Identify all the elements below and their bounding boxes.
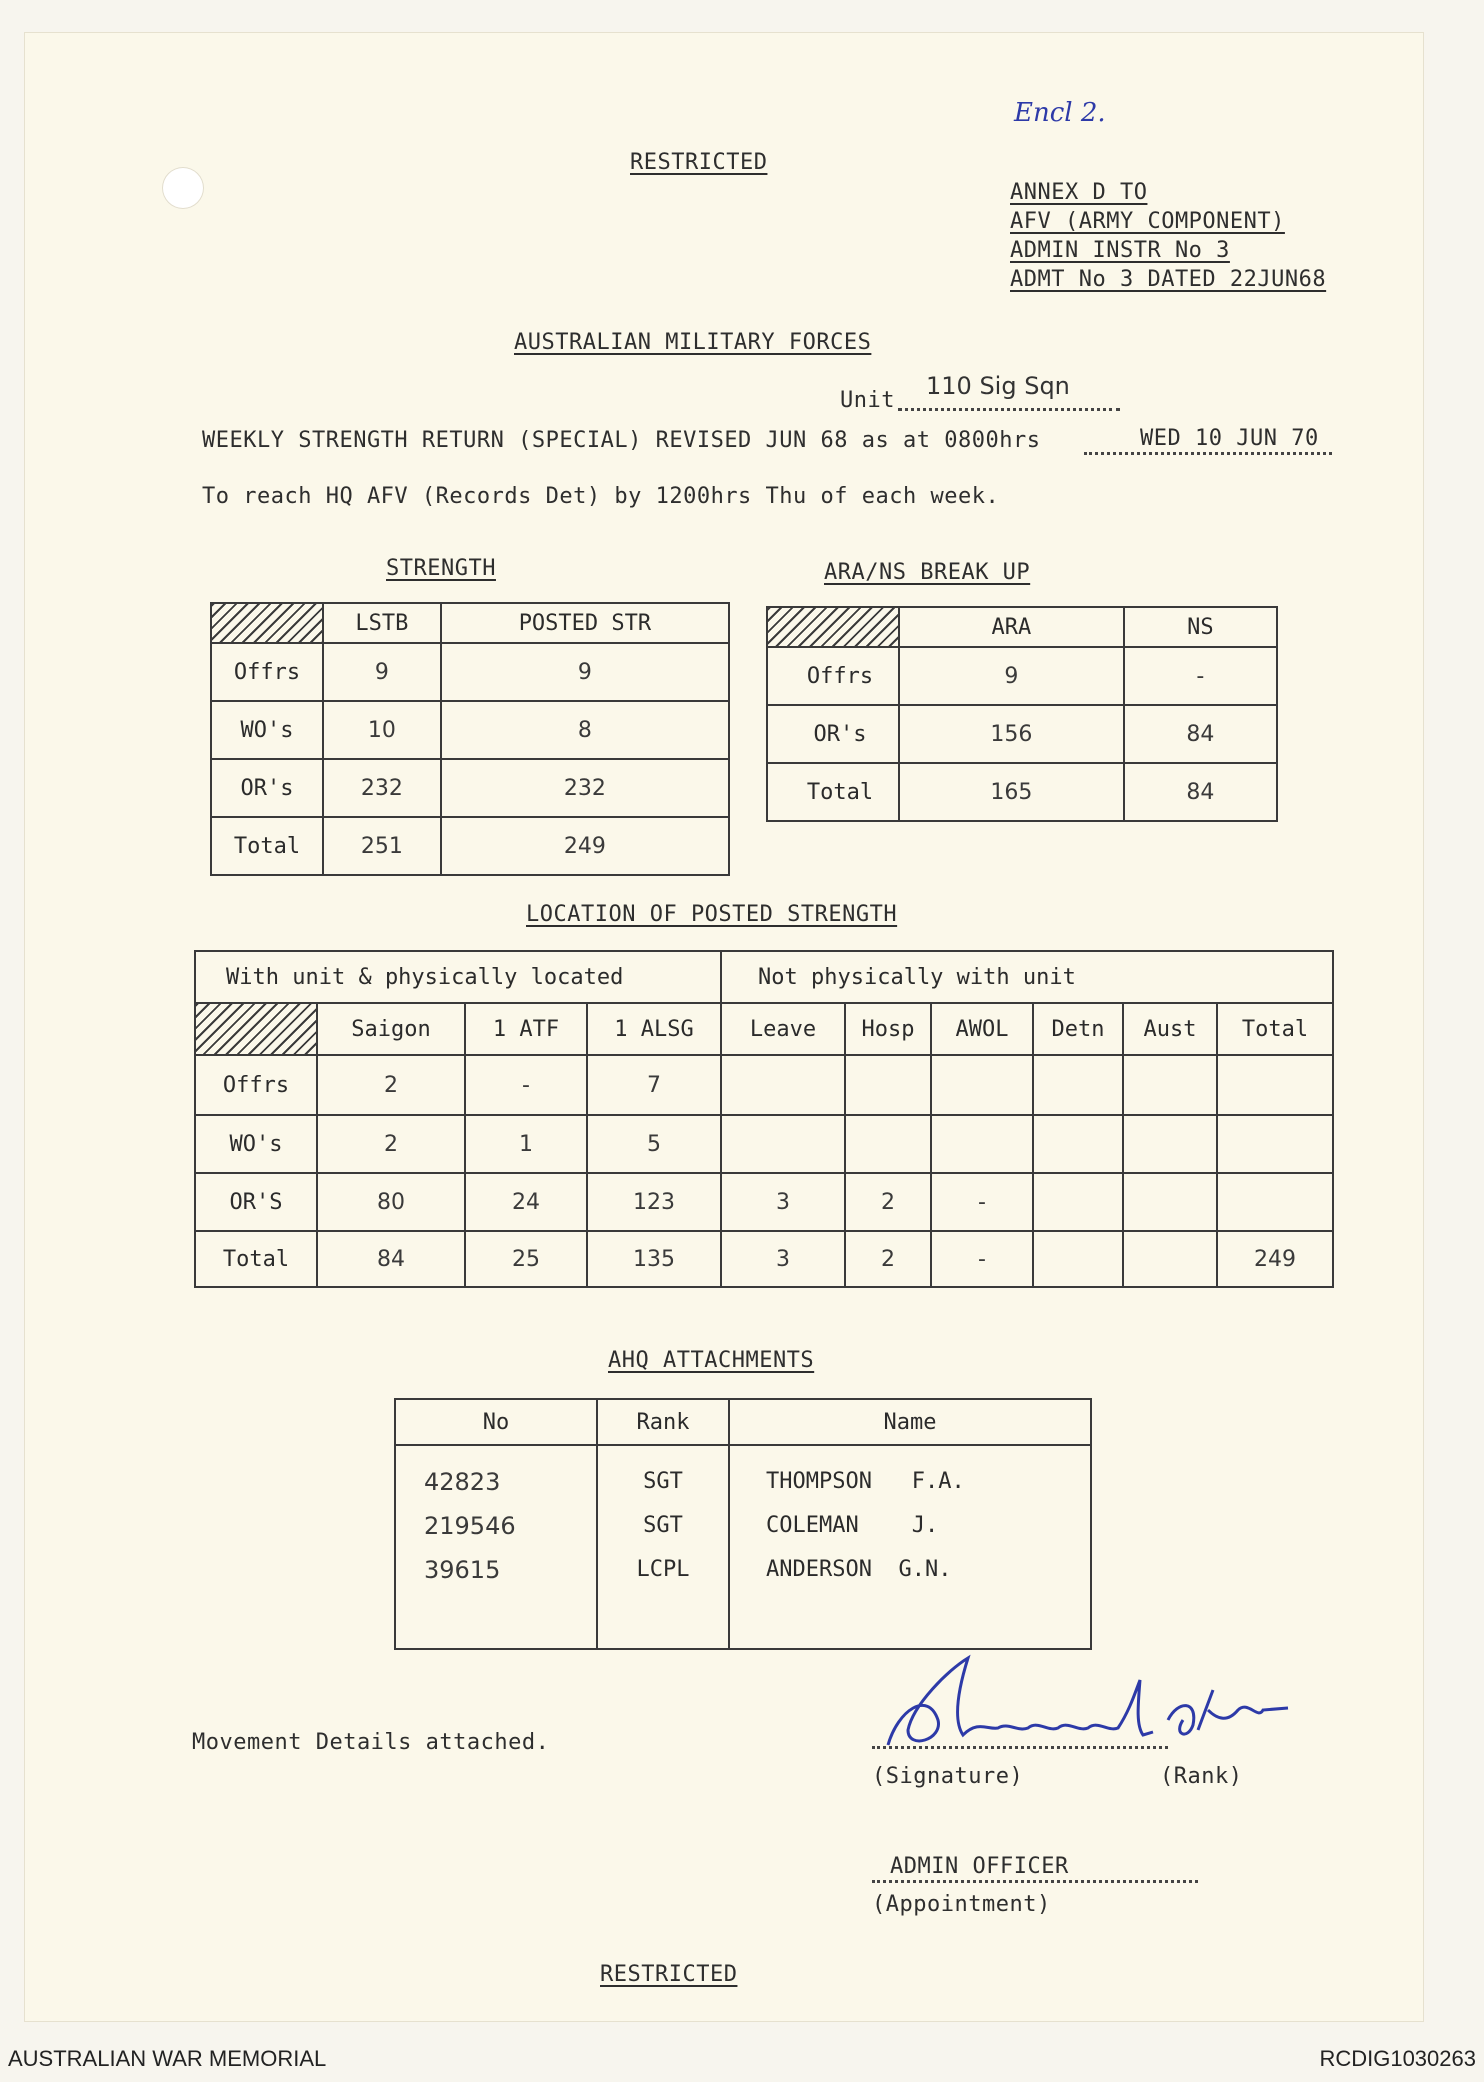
table-cell: 8 bbox=[441, 701, 729, 759]
table-cell bbox=[931, 1115, 1033, 1173]
table-cell bbox=[845, 1115, 931, 1173]
table-cell: - bbox=[931, 1173, 1033, 1231]
initials: F.A. bbox=[911, 1469, 965, 1494]
column-header: Total bbox=[1217, 1003, 1333, 1055]
archive-credit: AUSTRALIAN WAR MEMORIAL bbox=[8, 2046, 327, 2071]
annex-line: ADMT No 3 DATED 22JUN68 bbox=[1010, 267, 1327, 292]
table-cell bbox=[1123, 1231, 1217, 1287]
table-cell: 2 bbox=[317, 1055, 465, 1115]
table-cell bbox=[1033, 1115, 1123, 1173]
table-cell: 123 bbox=[587, 1173, 721, 1231]
hatched-corner bbox=[767, 607, 899, 647]
ahq-table bbox=[394, 1398, 1092, 1650]
table-cell bbox=[1217, 1173, 1333, 1231]
column-header: NS bbox=[1124, 607, 1277, 647]
table-cell bbox=[931, 1055, 1033, 1115]
rank-label: (Rank) bbox=[1160, 1764, 1243, 1789]
table-cell: 25 bbox=[465, 1231, 587, 1287]
column-header: 1 ATF bbox=[465, 1003, 587, 1055]
org-title: AUSTRALIAN MILITARY FORCES bbox=[514, 330, 872, 355]
table-cell: 3 bbox=[721, 1173, 845, 1231]
signature-label: (Signature) bbox=[872, 1764, 1024, 1789]
table-cell: 232 bbox=[441, 759, 729, 817]
restricted-top: RESTRICTED bbox=[630, 150, 768, 175]
table-cell: - bbox=[1124, 647, 1277, 705]
initials: G.N. bbox=[898, 1557, 952, 1582]
rank-column bbox=[597, 1445, 729, 1649]
person-name bbox=[766, 1460, 1090, 1504]
column-header: AWOL bbox=[931, 1003, 1033, 1055]
name-column bbox=[729, 1445, 1091, 1649]
person-name bbox=[766, 1548, 1090, 1592]
unit-value: 110 Sig Sqn bbox=[926, 372, 1070, 400]
table-cell: 9 bbox=[441, 643, 729, 701]
column-header: ARA bbox=[899, 607, 1124, 647]
table-cell: 10 bbox=[323, 701, 441, 759]
signature-image bbox=[868, 1650, 1308, 1770]
row-label: WO's bbox=[195, 1115, 317, 1173]
column-header: Leave bbox=[721, 1003, 845, 1055]
table-cell bbox=[845, 1055, 931, 1115]
table-cell: 80 bbox=[317, 1173, 465, 1231]
row-label: Offrs bbox=[195, 1055, 317, 1115]
column-header: POSTED STR bbox=[441, 603, 729, 643]
enclosure-note: Encl 2. bbox=[1014, 98, 1106, 128]
return-line: WEEKLY STRENGTH RETURN (SPECIAL) REVISED JUN 68 as at 0800hrs bbox=[202, 428, 1041, 453]
table-cell: 2 bbox=[845, 1231, 931, 1287]
unit-label: Unit bbox=[840, 388, 895, 413]
service-number-column bbox=[395, 1445, 597, 1649]
table-cell: 7 bbox=[587, 1055, 721, 1115]
table-cell: 156 bbox=[899, 705, 1124, 763]
rank: SGT bbox=[643, 1513, 683, 1538]
column-header: Name bbox=[729, 1399, 1091, 1445]
surname: COLEMAN bbox=[766, 1513, 859, 1538]
table-cell bbox=[721, 1115, 845, 1173]
person-name bbox=[766, 1504, 1090, 1548]
punch-hole bbox=[162, 167, 204, 209]
column-header: Saigon bbox=[317, 1003, 465, 1055]
column-header: No bbox=[395, 1399, 597, 1445]
rank: SGT bbox=[643, 1469, 683, 1494]
annex-block bbox=[1010, 178, 1326, 294]
table-cell: 165 bbox=[899, 763, 1124, 821]
row-label: Total bbox=[195, 1231, 317, 1287]
row-label: OR's bbox=[211, 759, 323, 817]
table-cell: 249 bbox=[1217, 1231, 1333, 1287]
restricted-bottom: RESTRICTED bbox=[600, 1962, 738, 1987]
table-cell: 249 bbox=[441, 817, 729, 875]
surname: ANDERSON bbox=[766, 1557, 872, 1582]
row-label: Offrs bbox=[211, 643, 323, 701]
appointment-value: ADMIN OFFICER bbox=[890, 1854, 1069, 1879]
appointment-dotted-line bbox=[872, 1872, 1198, 1883]
service-number: 42823 bbox=[424, 1468, 501, 1496]
signature-dotted-line bbox=[872, 1738, 1168, 1749]
annex-line: ANNEX D TO bbox=[1010, 180, 1148, 205]
table-cell: 84 bbox=[1124, 763, 1277, 821]
table-cell bbox=[1123, 1173, 1217, 1231]
table-cell bbox=[1033, 1173, 1123, 1231]
surname: THOMPSON bbox=[766, 1469, 872, 1494]
row-label: OR's bbox=[767, 705, 899, 763]
table-cell bbox=[721, 1055, 845, 1115]
reach-line: To reach HQ AFV (Records Det) by 1200hrs Thu of each week. bbox=[202, 484, 1000, 509]
initials: J. bbox=[911, 1513, 939, 1538]
row-label: Offrs bbox=[767, 647, 899, 705]
table-cell: 251 bbox=[323, 817, 441, 875]
hatched-corner bbox=[195, 1003, 317, 1055]
table-cell bbox=[1123, 1055, 1217, 1115]
table-cell: 84 bbox=[317, 1231, 465, 1287]
column-header: Rank bbox=[597, 1399, 729, 1445]
table-cell: 135 bbox=[587, 1231, 721, 1287]
table-cell bbox=[1217, 1055, 1333, 1115]
table-cell bbox=[1033, 1231, 1123, 1287]
table-cell: 232 bbox=[323, 759, 441, 817]
return-date: WED 10 JUN 70 bbox=[1140, 426, 1319, 451]
table-cell: 9 bbox=[323, 643, 441, 701]
ara-ns-table bbox=[766, 606, 1278, 822]
annex-line: ADMIN INSTR No 3 bbox=[1010, 238, 1230, 263]
strength-table bbox=[210, 602, 730, 876]
table-cell bbox=[1033, 1055, 1123, 1115]
column-header: LSTB bbox=[323, 603, 441, 643]
location-table bbox=[194, 950, 1334, 1288]
table-cell: 24 bbox=[465, 1173, 587, 1231]
row-label: OR'S bbox=[195, 1173, 317, 1231]
annex-line: AFV (ARMY COMPONENT) bbox=[1010, 209, 1285, 234]
hatched-corner bbox=[211, 603, 323, 643]
table-cell: 2 bbox=[317, 1115, 465, 1173]
ahq-title: AHQ ATTACHMENTS bbox=[608, 1348, 815, 1373]
archive-id: RCDIG1030263 bbox=[1319, 2046, 1476, 2071]
column-header: Hosp bbox=[845, 1003, 931, 1055]
column-header: 1 ALSG bbox=[587, 1003, 721, 1055]
table-cell: - bbox=[931, 1231, 1033, 1287]
service-number: 39615 bbox=[424, 1556, 501, 1584]
table-cell: 9 bbox=[899, 647, 1124, 705]
table-cell bbox=[1217, 1115, 1333, 1173]
column-header: Detn bbox=[1033, 1003, 1123, 1055]
strength-title: STRENGTH bbox=[386, 556, 496, 581]
row-label: WO's bbox=[211, 701, 323, 759]
table-cell: 1 bbox=[465, 1115, 587, 1173]
table-cell: - bbox=[465, 1055, 587, 1115]
column-header: Aust bbox=[1123, 1003, 1217, 1055]
rank: LCPL bbox=[636, 1557, 690, 1582]
appointment-label: (Appointment) bbox=[872, 1892, 1051, 1917]
ara-ns-title: ARA/NS BREAK UP bbox=[824, 560, 1031, 585]
group-not-with-unit: Not physically with unit bbox=[721, 951, 1333, 1003]
row-label: Total bbox=[767, 763, 899, 821]
table-cell: 5 bbox=[587, 1115, 721, 1173]
table-cell: 3 bbox=[721, 1231, 845, 1287]
table-cell: 2 bbox=[845, 1173, 931, 1231]
location-title: LOCATION OF POSTED STRENGTH bbox=[526, 902, 898, 927]
service-number: 219546 bbox=[424, 1512, 516, 1540]
row-label: Total bbox=[211, 817, 323, 875]
table-cell bbox=[1123, 1115, 1217, 1173]
movement-details: Movement Details attached. bbox=[192, 1730, 550, 1755]
table-cell: 84 bbox=[1124, 705, 1277, 763]
group-with-unit: With unit & physically located bbox=[195, 951, 721, 1003]
